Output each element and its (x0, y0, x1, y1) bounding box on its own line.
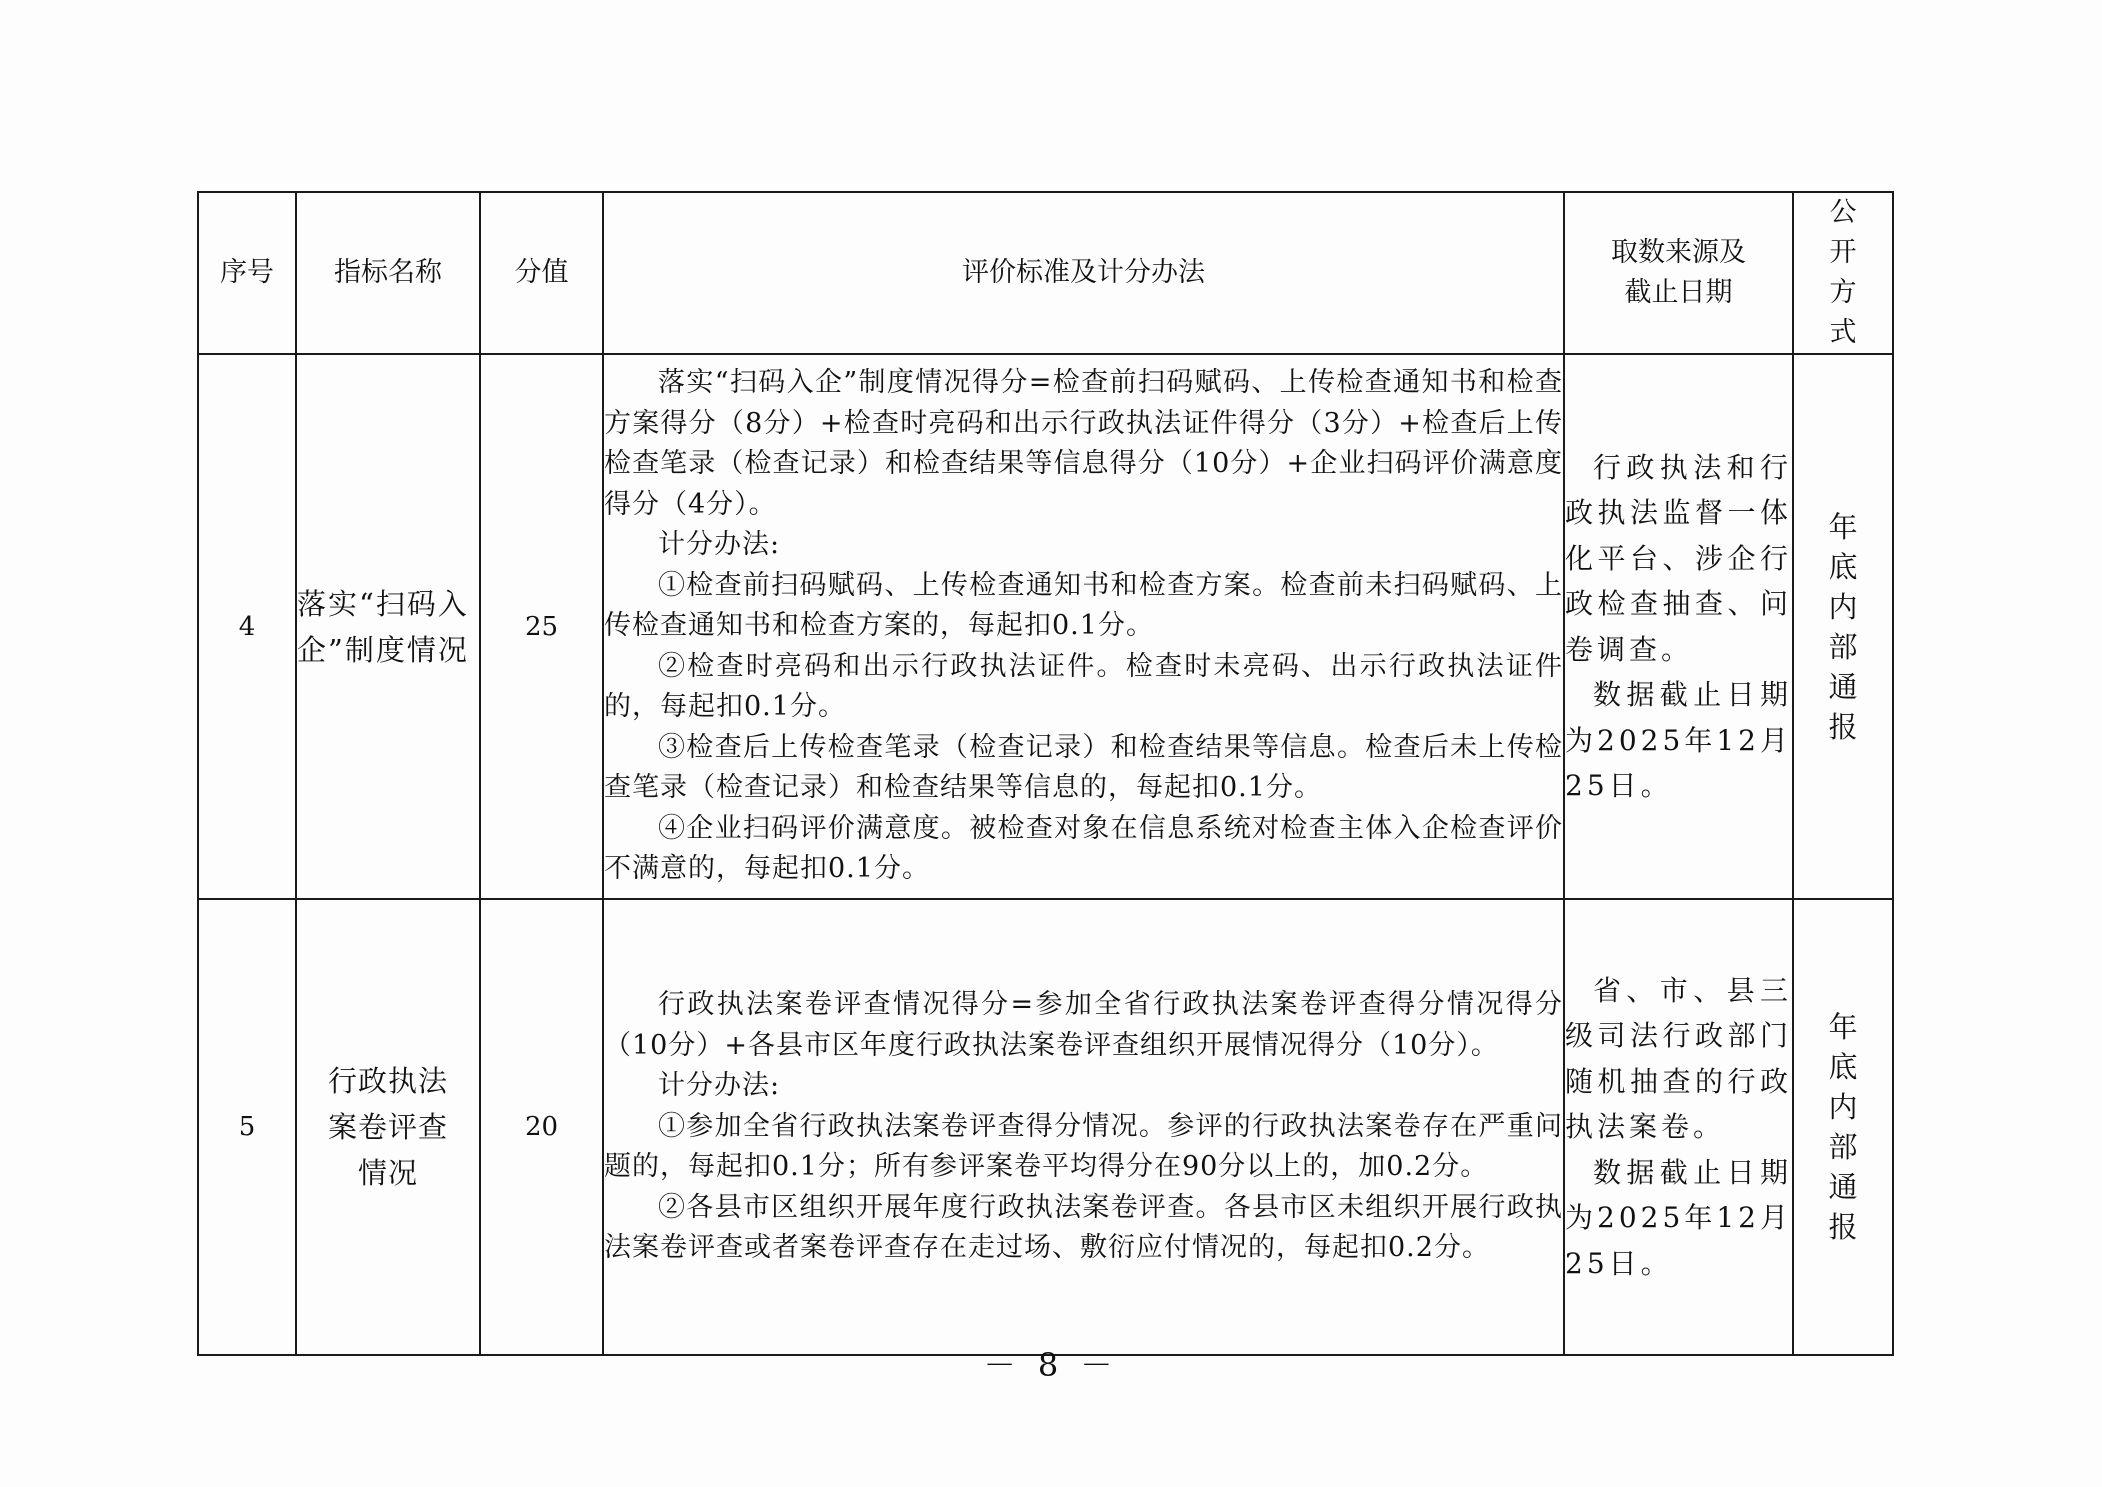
criteria-item: ②检查时亮码和出示行政执法证件。检查时未亮码、出示行政执法证件的，每起扣0.1分。 (604, 650, 1563, 723)
cell-criteria (603, 899, 1564, 1355)
public-text: 年底内部通报 (1828, 509, 1858, 744)
criteria-method-label: 计分办法: (658, 529, 781, 561)
source-deadline: 数据截止日期为2025年12月25日。 (1565, 1155, 1792, 1280)
cell-source (1564, 899, 1793, 1355)
source-deadline: 数据截止日期为2025年12月25日。 (1565, 678, 1792, 802)
cell-public (1793, 899, 1893, 1355)
table-row (198, 899, 1893, 1355)
header-source (1564, 192, 1793, 354)
criteria-item: ③检查后上传检查笔录（检查记录）和检查结果等信息。检查后未上传检查笔录（检查记录）和检查结果等信息的，每起扣0.1分。 (604, 731, 1563, 804)
header-source-text: 取数来源及截止日期 (1611, 237, 1746, 308)
criteria-item: ④企业扫码评价满意度。被检查对象在信息系统对检查主体入企检查评价不满意的，每起扣0.1分。 (604, 812, 1563, 885)
criteria-item: ①检查前扫码赋码、上传检查通知书和检查方案。检查前未扫码赋码、上传检查通知书和检查方案的，每起扣0.1分。 (604, 569, 1563, 642)
cell-name-text: 行政执法案卷评查情况 (327, 1064, 448, 1190)
table-row (198, 354, 1893, 899)
cell-seq: 4 (198, 354, 296, 899)
source-text: 行政执法和行政执法监督一体化平台、涉企行政检查抽查、问卷调查。 (1565, 450, 1792, 666)
cell-score: 25 (480, 354, 603, 899)
header-public (1793, 192, 1893, 354)
criteria-formula: 行政执法案卷评查情况得分=参加全省行政执法案卷评查得分情况得分（10分）+各县市区年度行政执法案卷评查组织开展情况得分（10分）。 (604, 989, 1563, 1061)
cell-name: 落实“扫码入企”制度情况 (296, 354, 480, 899)
criteria-formula: 落实“扫码入企”制度情况得分=检查前扫码赋码、上传检查通知书和检查方案得分（8分）+检查时亮码和出示行政执法证件得分（3分）+检查后上传检查笔录（检查记录）和检查结果等信息得分（10分）+企业扫码评价满意度得分（4分）。 (604, 367, 1563, 520)
header-seq: 序号 (198, 192, 296, 354)
public-text: 年底内部通报 (1828, 1010, 1858, 1244)
cell-source (1564, 354, 1793, 899)
header-score: 分值 (480, 192, 603, 354)
criteria-method-label: 计分办法: (658, 1070, 781, 1102)
criteria-item: ①参加全省行政执法案卷评查得分情况。参评的行政执法案卷存在严重问题的，每起扣0.1分；所有参评案卷平均得分在90分以上的，加0.2分。 (604, 1110, 1563, 1183)
cell-name (296, 899, 480, 1355)
criteria-item: ②各县市区组织开展年度行政执法案卷评查。各县市区未组织开展行政执法案卷评查或者案卷评查存在走过场、敷衍应付情况的，每起扣0.2分。 (604, 1191, 1563, 1264)
header-name: 指标名称 (296, 192, 480, 354)
page-number: － 8 － (983, 1346, 1119, 1384)
cell-criteria (603, 354, 1564, 899)
header-public-text: 公开方式 (1829, 197, 1857, 348)
cell-public (1793, 354, 1893, 899)
source-text: 省、市、县三级司法行政部门随机抽查的行政执法案卷。 (1565, 973, 1792, 1144)
cell-seq: 5 (198, 899, 296, 1355)
table-header-row (198, 192, 1893, 354)
cell-score: 20 (480, 899, 603, 1355)
header-criteria: 评价标准及计分办法 (603, 192, 1564, 354)
evaluation-table (197, 191, 1894, 1356)
